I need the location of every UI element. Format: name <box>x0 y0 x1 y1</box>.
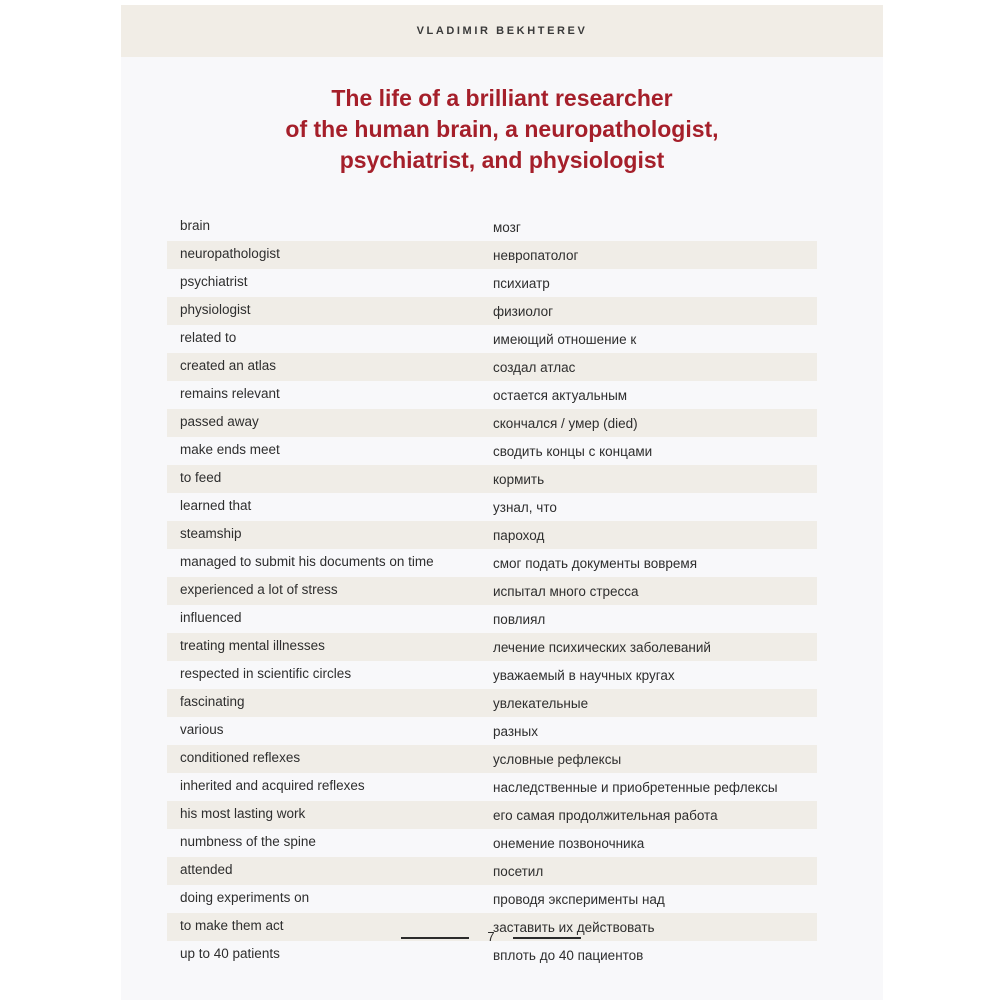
english-term: psychiatrist <box>180 274 248 289</box>
vocabulary-row <box>167 857 817 885</box>
title-line-2: of the human brain, a neuropathologist, <box>285 116 719 142</box>
english-term: respected in scientific circles <box>180 666 352 681</box>
vocabulary-row <box>167 353 817 381</box>
russian-translation: испытал много стресса <box>493 584 639 599</box>
vocabulary-row <box>167 409 817 437</box>
russian-translation: пароход <box>493 528 545 543</box>
page-title <box>121 83 883 176</box>
russian-translation: онемение позвоночника <box>493 836 645 851</box>
russian-translation: физиолог <box>493 304 554 319</box>
vocabulary-row <box>167 521 817 549</box>
vocabulary-row <box>167 885 817 913</box>
vocabulary-row <box>167 549 817 577</box>
vocabulary-row <box>167 801 817 829</box>
russian-translation: проводя эксперименты над <box>493 892 665 907</box>
english-term: numbness of the spine <box>180 834 316 849</box>
russian-translation: невропатолог <box>493 248 579 263</box>
russian-translation: вплоть до 40 пациентов <box>493 948 644 963</box>
vocabulary-row <box>167 773 817 801</box>
vocabulary-row <box>167 661 817 689</box>
russian-translation: разных <box>493 724 538 739</box>
vocabulary-row <box>167 381 817 409</box>
footer-rule-right <box>513 937 581 939</box>
russian-translation: лечение психических заболеваний <box>493 640 711 655</box>
russian-translation: скончался / умер (died) <box>493 416 638 431</box>
english-term: learned that <box>180 498 252 513</box>
vocabulary-row <box>167 717 817 745</box>
vocabulary-table <box>167 213 817 969</box>
russian-translation: сводить концы с концами <box>493 444 653 459</box>
book-page <box>121 5 883 1000</box>
english-term: physiologist <box>180 302 251 317</box>
vocabulary-row <box>167 605 817 633</box>
english-term: influenced <box>180 610 242 625</box>
russian-translation: наследственные и приобретенные рефлексы <box>493 780 778 795</box>
vocabulary-row <box>167 493 817 521</box>
english-term: to feed <box>180 470 222 485</box>
english-term: doing experiments on <box>180 890 310 905</box>
russian-translation: создал атлас <box>493 360 576 375</box>
english-term: his most lasting work <box>180 806 306 821</box>
footer-rule-left <box>401 937 469 939</box>
english-term: conditioned reflexes <box>180 750 301 765</box>
vocabulary-row <box>167 241 817 269</box>
running-header <box>121 5 883 57</box>
vocabulary-row <box>167 829 817 857</box>
russian-translation: кормить <box>493 472 545 487</box>
russian-translation: мозг <box>493 220 521 235</box>
russian-translation: посетил <box>493 864 544 879</box>
english-term: passed away <box>180 414 259 429</box>
page-number: 7 <box>487 929 495 944</box>
vocabulary-row <box>167 689 817 717</box>
vocabulary-row <box>167 269 817 297</box>
english-term: brain <box>180 218 211 233</box>
english-term: make ends meet <box>180 442 280 457</box>
english-term: to make them act <box>180 918 284 933</box>
russian-translation: смог подать документы вовремя <box>493 556 698 571</box>
vocabulary-row <box>167 297 817 325</box>
vocabulary-row <box>167 633 817 661</box>
russian-translation: заставить их действовать <box>493 920 655 935</box>
vocabulary-row <box>167 213 817 241</box>
english-term: managed to submit his documents on time <box>180 554 434 569</box>
russian-translation: психиатр <box>493 276 550 291</box>
russian-translation: повлиял <box>493 612 546 627</box>
russian-translation: узнал, что <box>493 500 557 515</box>
english-term: fascinating <box>180 694 245 709</box>
english-term: experienced a lot of stress <box>180 582 338 597</box>
english-term: treating mental illnesses <box>180 638 325 653</box>
english-term: inherited and acquired reflexes <box>180 778 365 793</box>
vocabulary-row <box>167 325 817 353</box>
russian-translation: остается актуальным <box>493 388 628 403</box>
title-line-3: psychiatrist, and physiologist <box>339 147 665 173</box>
english-term: created an atlas <box>180 358 277 373</box>
vocabulary-row <box>167 745 817 773</box>
english-term: up to 40 patients <box>180 946 280 961</box>
title-line-1: The life of a brilliant researcher <box>331 85 673 111</box>
english-term: various <box>180 722 224 737</box>
russian-translation: условные рефлексы <box>493 752 622 767</box>
english-term: remains relevant <box>180 386 280 401</box>
english-term: related to <box>180 330 237 345</box>
vocabulary-row <box>167 437 817 465</box>
russian-translation: увлекательные <box>493 696 589 711</box>
vocabulary-row <box>167 465 817 493</box>
russian-translation: его самая продолжительная работа <box>493 808 718 823</box>
russian-translation: уважаемый в научных кругах <box>493 668 675 683</box>
vocabulary-row <box>167 577 817 605</box>
english-term: neuropathologist <box>180 246 280 261</box>
header-author: VLADIMIR BEKHTEREV <box>416 25 588 37</box>
english-term: steamship <box>180 526 242 541</box>
page-footer <box>121 927 883 947</box>
russian-translation: имеющий отношение к <box>493 332 637 347</box>
english-term: attended <box>180 862 233 877</box>
